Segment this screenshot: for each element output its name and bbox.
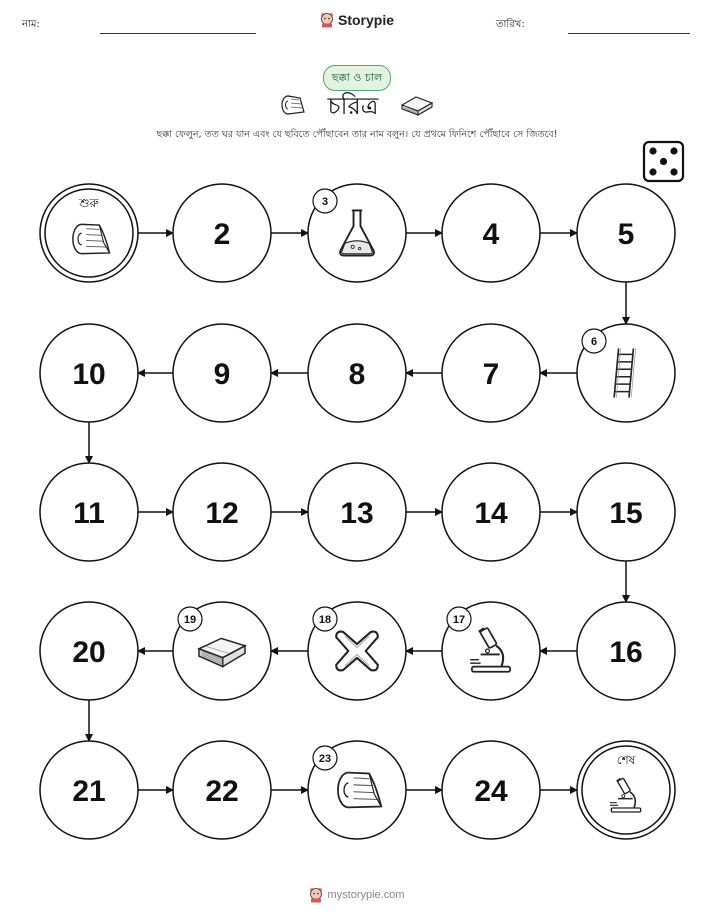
- cell-number: 22: [205, 775, 239, 808]
- cell-number: 16: [609, 636, 643, 669]
- name-label: নাম:: [22, 19, 40, 30]
- cells: [40, 184, 675, 839]
- cell-number: 8: [348, 358, 366, 391]
- footer-site: mystorypie.com: [327, 889, 405, 901]
- cell-number: 11: [73, 497, 105, 530]
- dice-pip: [649, 168, 656, 175]
- board-cell-14[interactable]: [442, 463, 540, 561]
- cell-number: 21: [72, 775, 106, 808]
- title-text: চরিত্র: [327, 92, 379, 120]
- cell-number: 13: [340, 497, 374, 530]
- subject-badge: ছক্কা ও চাল: [323, 65, 391, 91]
- board-cell-22[interactable]: [173, 741, 271, 839]
- dice-pip: [649, 147, 656, 154]
- board-cell-10[interactable]: [40, 324, 138, 422]
- cell-number: 23: [318, 753, 332, 765]
- dice-pip: [660, 158, 667, 165]
- cell-number: 20: [72, 636, 106, 669]
- start-label: শুরু: [79, 196, 99, 210]
- cell-number: 6: [590, 336, 598, 348]
- board-cell-21[interactable]: [40, 741, 138, 839]
- board-cell-1[interactable]: [40, 184, 138, 282]
- board-cell-25[interactable]: [577, 741, 675, 839]
- board-cell-15[interactable]: [577, 463, 675, 561]
- cell-number: 12: [205, 497, 239, 530]
- board-cell-7[interactable]: [442, 324, 540, 422]
- brand-name: Storypie: [337, 12, 394, 28]
- cell-number: 4: [482, 218, 500, 251]
- cell-number: 5: [617, 218, 635, 251]
- board-cell-3[interactable]: [308, 184, 406, 282]
- board-cell-19[interactable]: [173, 602, 271, 700]
- dice-pip: [670, 168, 677, 175]
- cell-number: 3: [321, 196, 329, 208]
- cell-number: 14: [474, 497, 508, 530]
- date-label: তারিখ:: [496, 19, 525, 30]
- cell-number: 19: [183, 614, 197, 626]
- board-cell-11[interactable]: [40, 463, 138, 561]
- instructions: ছক্কা ফেলুন, তত ঘর যান এবং যে ছবিতে পৌঁছাবেন তার নাম বলুন। যে প্রথমে ফিনিশে পৌঁছাবে সে জিতবে!: [156, 129, 558, 140]
- cell-number: 24: [474, 775, 508, 808]
- board-cell-5[interactable]: [577, 184, 675, 282]
- board-cell-4[interactable]: [442, 184, 540, 282]
- storypie-logo-icon: [309, 887, 323, 903]
- cell-number: 9: [213, 358, 231, 391]
- board-cell-23[interactable]: [308, 741, 406, 839]
- end-label: শেষ: [616, 753, 636, 767]
- board-cell-6[interactable]: [577, 324, 675, 422]
- board-cell-18[interactable]: [308, 602, 406, 700]
- cell-number: 15: [609, 497, 643, 530]
- board-cell-8[interactable]: [308, 324, 406, 422]
- cell-number: 10: [72, 358, 106, 391]
- cell-number: 17: [452, 614, 466, 626]
- cell-number: 2: [213, 218, 231, 251]
- board-cell-13[interactable]: [308, 463, 406, 561]
- cell-number: 7: [482, 358, 500, 391]
- board-cell-24[interactable]: [442, 741, 540, 839]
- dice-five-icon: [644, 142, 683, 181]
- cell-number: 18: [318, 614, 332, 626]
- footer: [0, 887, 714, 907]
- dice-pip: [670, 147, 677, 154]
- board-cell-9[interactable]: [173, 324, 271, 422]
- board-cell-17[interactable]: [442, 602, 540, 700]
- board-cell-20[interactable]: [40, 602, 138, 700]
- board-cell-2[interactable]: [173, 184, 271, 282]
- board-cell-16[interactable]: [577, 602, 675, 700]
- board-cell-12[interactable]: [173, 463, 271, 561]
